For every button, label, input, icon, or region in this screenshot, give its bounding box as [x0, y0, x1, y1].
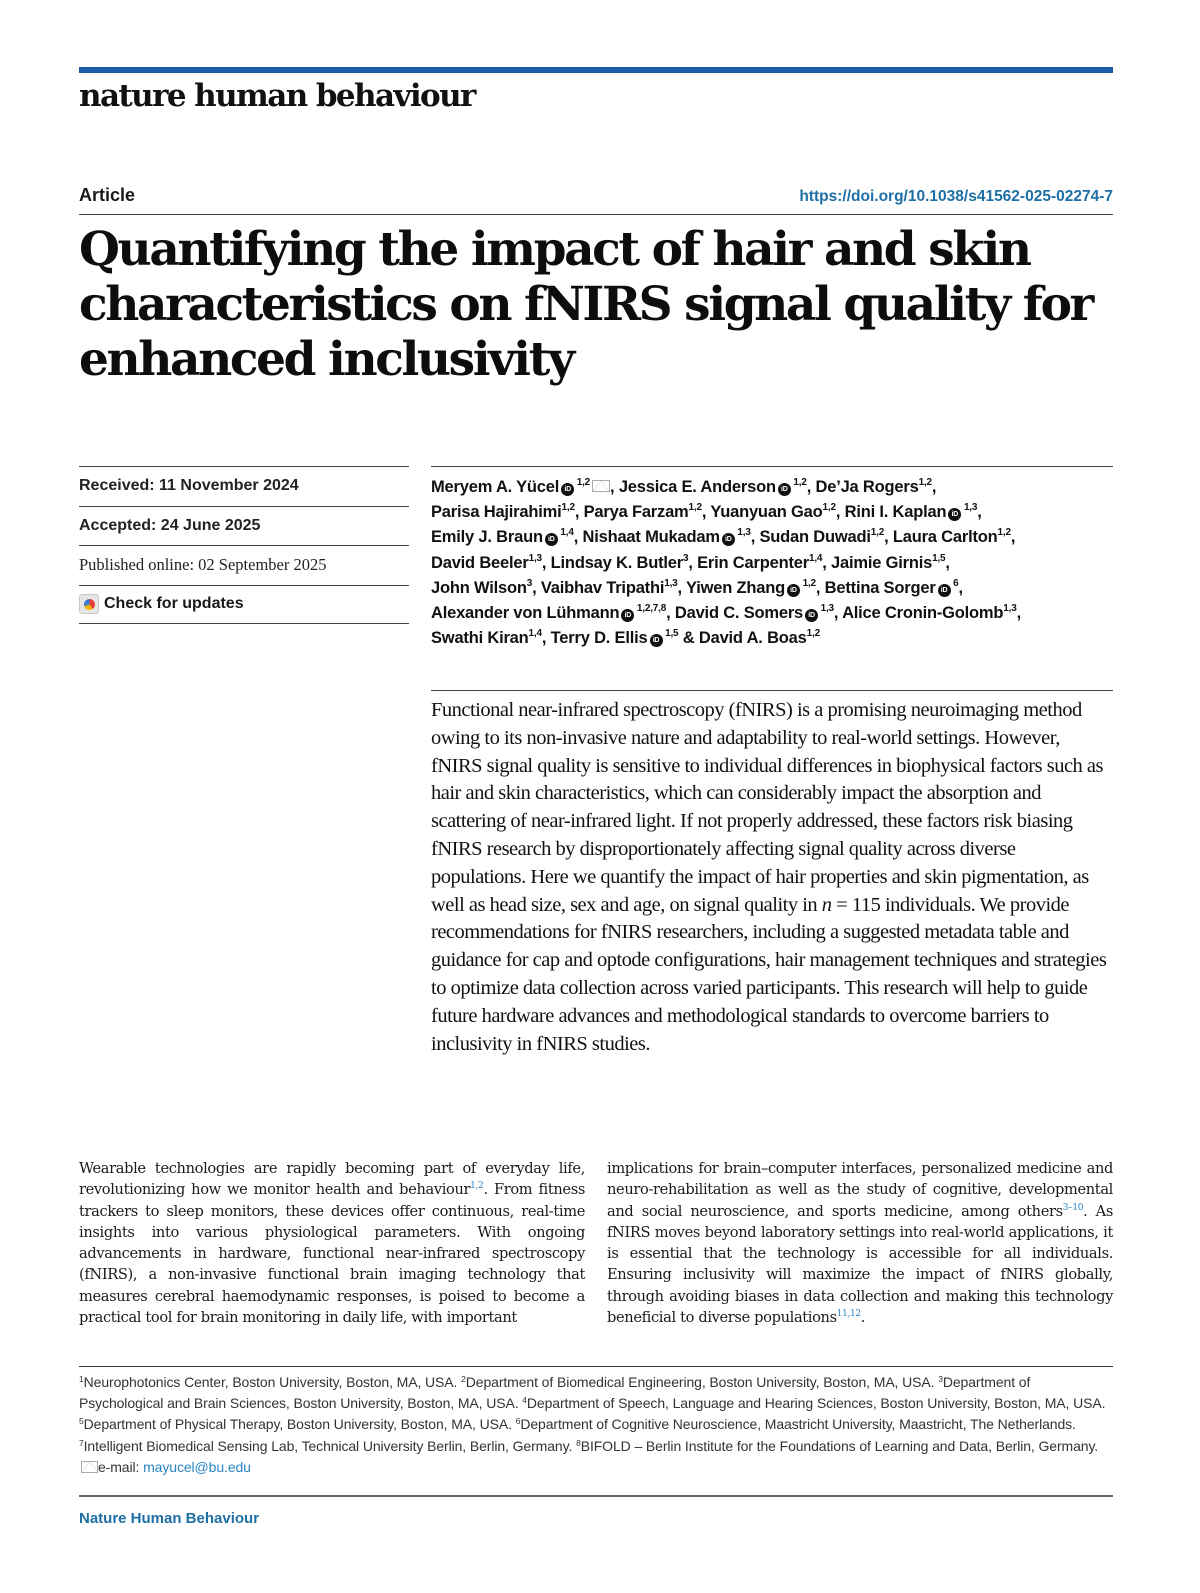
author-name: Jaimie Girnis: [831, 553, 933, 572]
affiliation-superscript: 1,2: [799, 577, 816, 589]
affiliation-number: 3: [938, 1374, 943, 1384]
citation-link[interactable]: 1,2: [470, 1181, 484, 1192]
divider: [79, 1366, 1113, 1367]
affiliation-superscript: 1,2: [574, 477, 591, 488]
check-for-updates-button[interactable]: [79, 585, 409, 625]
author-name: Alice Cronin-Golomb: [842, 604, 1004, 623]
author[interactable]: [431, 604, 666, 622]
author[interactable]: [551, 554, 689, 572]
orcid-icon[interactable]: iD: [805, 609, 818, 622]
affiliation-superscript: 1,3: [664, 577, 678, 589]
affiliation-superscript: 1,5: [662, 628, 679, 640]
affiliation-text: Department of Speech, Language and Hearing Sciences, Boston University, Boston, MA, USA.: [526, 1395, 1106, 1412]
affiliation-number: 5: [79, 1416, 84, 1427]
orcid-icon[interactable]: iD: [938, 584, 951, 597]
journal-brand-bar: [79, 67, 1113, 73]
affiliation-superscript: 1,3: [818, 603, 834, 615]
author[interactable]: [541, 579, 678, 597]
accepted-date: Accepted: 24 June 2025: [79, 506, 409, 546]
author-name: De’Ja Rogers: [815, 478, 919, 496]
affiliation-superscript: 1,5: [932, 552, 946, 564]
affiliation-text: Department of Biomedical Engineering, Boston University, Boston, MA, USA.: [465, 1374, 939, 1390]
intro-column-2: [607, 1158, 1113, 1328]
author-name: Bettina Sorger: [824, 578, 936, 597]
crossmark-icon: [79, 594, 99, 614]
article-dates: [79, 466, 409, 624]
envelope-icon: [81, 1461, 98, 1473]
affiliation-text: Department of Physical Therapy, Boston University, Boston, MA, USA.: [83, 1416, 516, 1433]
intro-text: . As fNIRS moves beyond laboratory settings into real-world applications, it is essential that the technology is accessible for all individuals. Ensuring inclusivity will maximize the impact of fNIRS globally, through avoiding biases in data collection and making this technology beneficial to diverse populations: [607, 1202, 1113, 1327]
author[interactable]: [893, 528, 1011, 546]
affiliation-text: Department of Cognitive Neuroscience, Maastricht University, Maastricht, The Netherlands.: [520, 1416, 1076, 1433]
abstract: [431, 690, 1113, 1058]
orcid-icon[interactable]: iD: [778, 483, 791, 496]
author-name: Alexander von Lühmann: [431, 604, 620, 623]
author-name: Meryem A. Yücel: [431, 478, 560, 496]
author[interactable]: [842, 604, 1017, 622]
author[interactable]: [831, 554, 945, 572]
abstract-text-part1: Functional near-infrared spectroscopy (fNIRS) is a promising neuroimaging method owing to its non-invasive nature and adaptability to real-world settings. However, fNIRS signal quality is sensitive to individual differences in biophysical factors such as hair and skin characteristics, which can considerably impact the absorption and scattering of near-infrared light. If not properly addressed, these factors risk biasing fNIRS research by disproportionately affecting signal quality across diverse populations. Here we quantify the impact of hair properties and skin pigmentation, as well as head size, sex and age, on signal quality in: [431, 699, 1103, 916]
author[interactable]: [431, 528, 574, 546]
divider: [79, 214, 1113, 215]
article-title: Quantifying the impact of hair and skin characteristics on fNIRS signal quality for enhanced inclusivity: [79, 222, 1092, 387]
affiliation-number: 1: [79, 1374, 84, 1384]
affiliation-superscript: 1,4: [808, 552, 823, 564]
author[interactable]: [697, 554, 822, 572]
published-date: Published online: 02 September 2025: [79, 545, 409, 585]
author-name: Nishaat Mukadam: [582, 528, 720, 547]
orcid-icon[interactable]: iD: [948, 508, 961, 521]
intro-column-1: [79, 1158, 585, 1328]
author[interactable]: [583, 528, 751, 546]
divider: [79, 1495, 1113, 1497]
affiliation-superscript: 1,2: [790, 477, 807, 488]
affiliation-superscript: 1,2: [997, 527, 1011, 539]
intro-text: implications for brain–computer interfaces, personalized medicine and neuro-rehabilitation as well as the study of cognitive, developmental and social neuroscience, and sports medicine, among others: [607, 1160, 1113, 1220]
author[interactable]: [619, 478, 807, 496]
author-name: Laura Carlton: [892, 528, 998, 547]
author-name: Yuanyuan Gao: [710, 503, 823, 522]
author-name: Parisa Hajirahimi: [431, 503, 562, 522]
affiliation-superscript: 1,3: [961, 502, 978, 514]
affiliation-text: BIFOLD – Berlin Institute for the Foundations of Learning and Data, Berlin, Germany.: [580, 1437, 1099, 1454]
affiliation-superscript: 6: [950, 577, 959, 589]
email-label: e-mail:: [98, 1458, 144, 1475]
citation-link[interactable]: 3–10: [1062, 1202, 1084, 1213]
author[interactable]: [825, 579, 959, 597]
affiliation-superscript: 1,2: [870, 527, 885, 539]
article-type: Article: [79, 185, 136, 205]
author-name: Lindsay K. Butler: [550, 553, 683, 572]
affiliation-superscript: 1,4: [528, 628, 542, 640]
author-name: Terry D. Ellis: [550, 629, 648, 648]
orcid-icon[interactable]: iD: [621, 609, 634, 622]
affiliations: [79, 1372, 1113, 1478]
check-for-updates-label: Check for updates: [104, 595, 244, 613]
affiliation-superscript: 1,2: [918, 477, 932, 488]
affiliation-number: 6: [515, 1416, 521, 1427]
author[interactable]: [431, 629, 542, 647]
author[interactable]: [759, 528, 884, 546]
affiliation-superscript: 1,3: [528, 552, 542, 564]
orcid-icon[interactable]: iD: [650, 634, 663, 647]
orcid-icon[interactable]: iD: [787, 584, 800, 597]
author-name: Swathi Kiran: [431, 629, 529, 648]
affiliation-superscript: 3: [526, 577, 533, 589]
affiliation-text: Neurophotonics Center, Boston University, Boston, MA, USA.: [83, 1374, 462, 1390]
author-name: Sudan Duwadi: [759, 528, 871, 547]
citation-link[interactable]: 11,12: [836, 1309, 861, 1320]
author[interactable]: [816, 478, 932, 496]
affiliation-superscript: 1,2: [688, 502, 702, 514]
author-name: Yiwen Zhang: [686, 578, 785, 597]
author[interactable]: [431, 554, 542, 572]
author[interactable]: [431, 478, 610, 496]
affiliation-superscript: 3: [682, 552, 689, 564]
abstract-n-symbol: n: [821, 893, 832, 916]
footer-journal-name: Nature Human Behaviour: [79, 1510, 260, 1527]
author[interactable]: [686, 579, 816, 597]
email-link[interactable]: mayucel@bu.edu: [143, 1458, 251, 1475]
author[interactable]: [584, 503, 702, 521]
affiliation-superscript: 1,3: [734, 527, 751, 539]
doi-link[interactable]: https://doi.org/10.1038/s41562-025-02274-7: [799, 188, 1113, 205]
author[interactable]: [431, 503, 575, 521]
author[interactable]: [699, 629, 820, 647]
orcid-icon[interactable]: iD: [545, 533, 558, 546]
author-name: David C. Somers: [674, 604, 804, 623]
affiliation-superscript: 1,2,7,8: [634, 603, 667, 615]
author-name: Erin Carpenter: [697, 553, 809, 572]
affiliation-text: Intelligent Biomedical Sensing Lab, Technical University Berlin, Berlin, Germany.: [83, 1437, 577, 1454]
affiliation-superscript: 1,4: [557, 527, 574, 539]
orcid-icon[interactable]: iD: [561, 483, 574, 496]
affiliation-number: 7: [79, 1437, 84, 1448]
author-name: Vaibhav Tripathi: [540, 578, 665, 597]
affiliation-superscript: 1,3: [1003, 603, 1017, 615]
affiliation-number: 2: [461, 1374, 466, 1384]
affiliation-number: 4: [522, 1395, 527, 1406]
author-name: David A. Boas: [698, 629, 807, 648]
author-name: John Wilson: [431, 578, 527, 597]
affiliation-number: 8: [576, 1437, 581, 1448]
author[interactable]: [845, 503, 978, 521]
intro-text: .: [860, 1309, 866, 1327]
envelope-icon[interactable]: [592, 480, 610, 492]
author-name: David Beeler: [431, 553, 529, 572]
intro-text: . From fitness trackers to sleep monitors, these devices offer continuous, real-time insights into various physiological parameters. With ongoing advancements in hardware, functional near-infrared spectroscopy (fNIRS), a non-invasive functional brain imaging technology that measures cerebral haemodynamic responses, is poised to become a practical tool for brain monitoring in daily life, with important: [79, 1181, 585, 1327]
affiliation-text: Department of Psychological and Brain Sciences, Boston University, Boston, MA, USA.: [79, 1374, 1031, 1412]
orcid-icon[interactable]: iD: [722, 533, 735, 546]
author-name: Jessica E. Anderson: [618, 478, 776, 496]
author[interactable]: [431, 579, 532, 597]
author[interactable]: [551, 629, 679, 647]
author[interactable]: [710, 503, 836, 521]
received-date: Received: 11 November 2024: [79, 466, 409, 506]
author-name: Rini I. Kaplan: [844, 503, 947, 522]
affiliation-superscript: 1,2: [822, 502, 836, 514]
affiliation-superscript: 1,2: [561, 502, 575, 514]
abstract-text-part2: = 115 individuals. We provide recommendations for fNIRS researchers, including a suggested metadata table and guidance for cap and optode configurations, hair management techniques and strategies to optimize data collection across varied participants. This research will help to guide future hardware advances and methodological standards to overcome barriers to inclusivity in fNIRS studies.: [431, 893, 1107, 1055]
journal-logo: nature human behaviour: [79, 78, 475, 114]
author-name: Emily J. Braun: [431, 528, 543, 547]
author-name: Parya Farzam: [583, 503, 689, 522]
author[interactable]: [675, 604, 834, 622]
intro-text: Wearable technologies are rapidly becoming part of everyday life, revolutionizing how we monitor health and behaviour: [79, 1160, 585, 1199]
affiliation-superscript: 1,2: [806, 628, 820, 640]
author-list: Meryem A. Yücel iD $^{1,2}$ , Jessica E. Anderson iD $^{1,2}$, De’Ja Rogers$^{1,2}$, Parisa Hajirahimi$^{1,2}$, Parya Farzam$^{1,2}$, Yuanyuan Gao$^{1,2}$, Rini I. Kaplan iD $^{1,3}$, Emily J. Braun iD $^{1,4}$, Nishaat Mukadam iD $^{1,3}$, Sudan Duwadi$^{1,2}$, Laura Carlton$^{1,2}$, David Beeler$^{1,3}$, Lindsay K. Butler$^3$, Erin Carpenter$^{1,4}$, Jaimie Girnis$^{1,5}$, John Wilson$^3$, Vaibhav Tripathi$^{1,3}$, Yiwen Zhang iD $^{1,2}$, Bettina Sorger iD $^6$, Alexander von Lühmann iD $^{1,2,7,8}$, David C. Somers iD $^{1,3}$, Alice Cronin-Golomb$^{1,3}$, Swathi Kiran$^{1,4}$, Terry D. Ellis iD $^{1,5}$ & David A. Boas$^{1,2}$: [431, 466, 1113, 651]
